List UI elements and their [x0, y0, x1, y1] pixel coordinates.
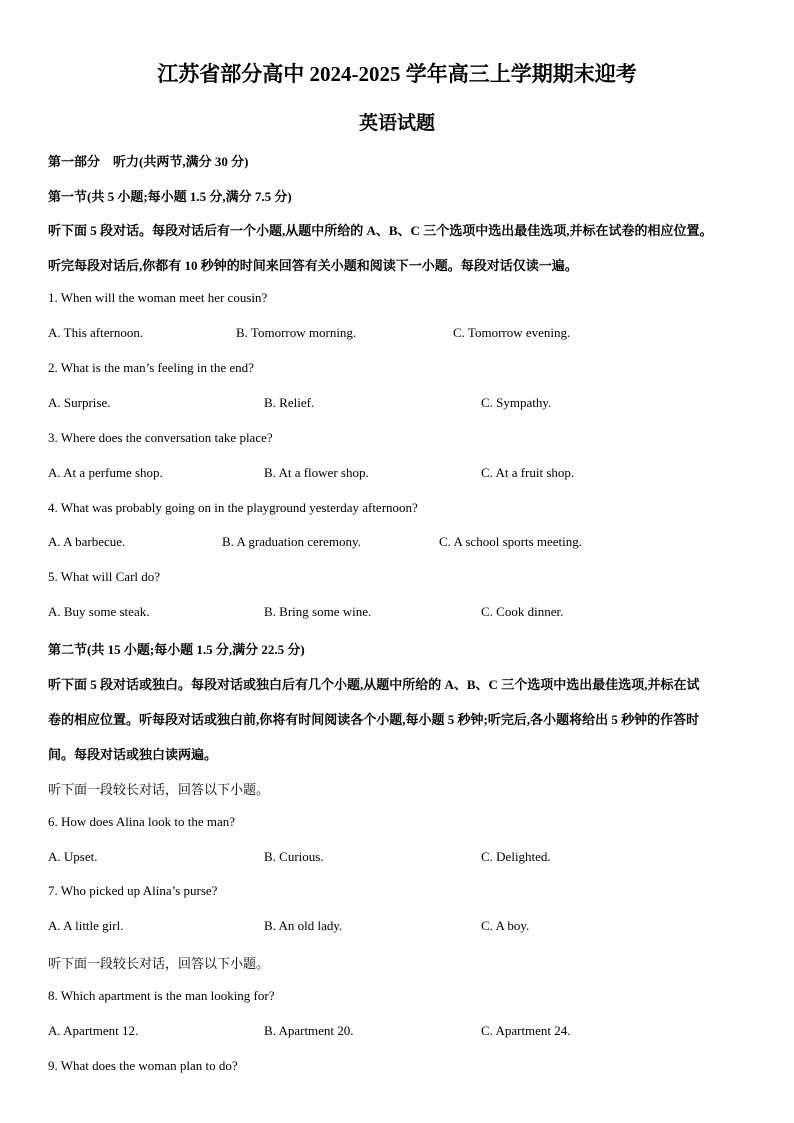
- section-heading: 第一节(共 5 小题;每小题 1.5 分,满分 7.5 分): [48, 189, 292, 204]
- part-heading: 第一部分 听力(共两节,满分 30 分): [48, 154, 249, 169]
- option-c: C. A boy.: [481, 918, 530, 933]
- option-c: C. Tomorrow evening.: [453, 325, 571, 340]
- option-row: [48, 918, 748, 938]
- option-a: A. Buy some steak.: [48, 604, 150, 619]
- option-row: [48, 325, 748, 345]
- question-text: 5. What will Carl do?: [48, 569, 161, 584]
- option-row: [48, 604, 748, 624]
- question-text: 6. How does Alina look to the man?: [48, 814, 236, 829]
- option-a: A. A barbecue.: [48, 534, 126, 549]
- option-c: C. Sympathy.: [481, 395, 552, 410]
- option-b: B. An old lady.: [264, 918, 343, 933]
- option-b: B. Apartment 20.: [264, 1023, 354, 1038]
- option-a: A. Apartment 12.: [48, 1023, 139, 1038]
- instructions-line: 听下面 5 段对话。每段对话后有一个小题,从题中所给的 A、B、C 三个选项中选出最佳选项,并标在试卷的相应位置。: [48, 223, 713, 238]
- exam-title: 江苏省部分高中 2024-2025 学年高三上学期期末迎考: [157, 62, 637, 86]
- option-b: B. Bring some wine.: [264, 604, 372, 619]
- option-a: A. This afternoon.: [48, 325, 144, 340]
- exam-subtitle: 英语试题: [358, 113, 435, 134]
- option-row: [48, 849, 748, 869]
- option-row: [48, 465, 748, 485]
- instructions-line: 听下面 5 段对话或独白。每段对话或独白后有几个小题,从题中所给的 A、B、C 三个选项中选出最佳选项,并标在试: [48, 677, 700, 692]
- option-b: B. At a flower shop.: [264, 465, 369, 480]
- option-row: [48, 1023, 748, 1043]
- option-c: C. Cook dinner.: [481, 604, 564, 619]
- question-text: 7. Who picked up Alina’s purse?: [48, 883, 218, 898]
- option-row: [48, 534, 748, 554]
- option-c: C. A school sports meeting.: [439, 534, 582, 549]
- section-heading: 第二节(共 15 小题;每小题 1.5 分,满分 22.5 分): [48, 642, 305, 657]
- question-text: 9. What does the woman plan to do?: [48, 1058, 238, 1073]
- question-text: 8. Which apartment is the man looking for?: [48, 988, 275, 1003]
- dialogue-lead: 听下面一段较长对话，回答以下小题。: [48, 956, 270, 971]
- option-b: B. Tomorrow morning.: [236, 325, 357, 340]
- question-text: 3. Where does the conversation take place?: [48, 430, 273, 445]
- option-a: A. At a perfume shop.: [48, 465, 163, 480]
- question-text: 1. When will the woman meet her cousin?: [48, 290, 268, 305]
- option-a: A. Upset.: [48, 849, 98, 864]
- question-text: 4. What was probably going on in the playground yesterday afternoon?: [48, 500, 418, 515]
- option-b: B. A graduation ceremony.: [222, 534, 361, 549]
- dialogue-lead: 听下面一段较长对话，回答以下小题。: [48, 782, 270, 797]
- instructions-line: 听完每段对话后,你都有 10 秒钟的时间来回答有关小题和阅读下一小题。每段对话仅读一遍。: [48, 258, 578, 273]
- option-a: A. Surprise.: [48, 395, 111, 410]
- question-text: 2. What is the man’s feeling in the end?: [48, 360, 254, 375]
- option-b: B. Curious.: [264, 849, 324, 864]
- option-row: [48, 395, 748, 415]
- instructions-line: 卷的相应位置。听每段对话或独白前,你将有时间阅读各个小题,每小题 5 秒钟;听完后,各小题将给出 5 秒钟的作答时: [48, 712, 700, 727]
- instructions-line: 间。每段对话或独白读两遍。: [48, 747, 218, 762]
- option-b: B. Relief.: [264, 395, 315, 410]
- option-a: A. A little girl.: [48, 918, 124, 933]
- option-c: C. Apartment 24.: [481, 1023, 571, 1038]
- option-c: C. At a fruit shop.: [481, 465, 575, 480]
- option-c: C. Delighted.: [481, 849, 551, 864]
